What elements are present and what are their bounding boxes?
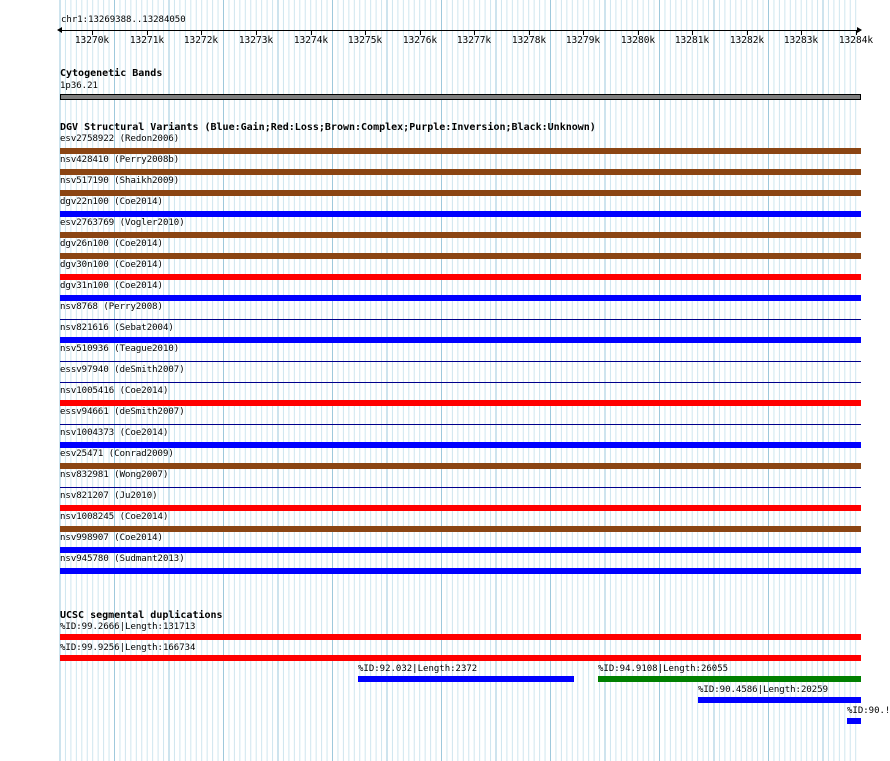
dgv-feature-label[interactable]: nsv945780 (Sudmant2013) xyxy=(60,554,185,564)
dgv-feature-label[interactable]: nsv428410 (Perry2008b) xyxy=(60,155,180,165)
dgv-feature-label[interactable]: dgv30n100 (Coe2014) xyxy=(60,260,163,270)
dgv-feature-bar[interactable] xyxy=(60,232,861,238)
segdup-feature-label[interactable]: %ID:90.! xyxy=(847,706,890,716)
ruler-left-arrow-icon xyxy=(57,27,62,33)
ruler-tick-label: 13271k xyxy=(129,35,165,46)
dgv-feature-label[interactable]: esv25471 (Conrad2009) xyxy=(60,449,174,459)
segdup-feature-label[interactable]: %ID:99.9256|Length:166734 xyxy=(60,643,196,653)
dgv-feature-label[interactable]: nsv510936 (Teague2010) xyxy=(60,344,180,354)
segdup-feature-bar[interactable] xyxy=(847,718,861,724)
segdup-feature-bar[interactable] xyxy=(358,676,574,682)
segdup-feature-label[interactable]: %ID:99.2666|Length:131713 xyxy=(60,622,196,632)
dgv-feature-bar[interactable] xyxy=(60,463,861,469)
dgv-feature-label[interactable]: dgv26n100 (Coe2014) xyxy=(60,239,163,249)
cytoband-bar[interactable] xyxy=(60,94,861,100)
segdup-feature-label[interactable]: %ID:90.4586|Length:20259 xyxy=(698,685,829,695)
dgv-feature-label[interactable]: nsv821616 (Sebat2004) xyxy=(60,323,174,333)
dgv-feature-line[interactable] xyxy=(60,382,861,383)
ruler-line xyxy=(60,30,859,31)
dgv-feature-bar[interactable] xyxy=(60,148,861,154)
position-label: chr1:13269388..13284050 xyxy=(61,15,186,25)
dgv-feature-bar[interactable] xyxy=(60,400,861,406)
ruler-tick-label: 13284k xyxy=(838,35,874,46)
segdup-feature-bar[interactable] xyxy=(598,676,861,682)
ruler-tick-label: 13279k xyxy=(565,35,601,46)
ruler-tick-label: 13283k xyxy=(783,35,819,46)
segdup-feature-bar[interactable] xyxy=(60,655,861,661)
cytoband-track-title[interactable]: Cytogenetic Bands xyxy=(60,68,163,79)
segdup-track-title[interactable]: UCSC segmental duplications xyxy=(60,610,223,621)
dgv-track-title[interactable]: DGV Structural Variants (Blue:Gain;Red:Loss;Brown:Complex;Purple:Inversion;Black:Unknown) xyxy=(60,122,596,133)
dgv-feature-label[interactable]: nsv821207 (Ju2010) xyxy=(60,491,158,501)
ruler-tick-label: 13272k xyxy=(183,35,219,46)
dgv-feature-label[interactable]: dgv22n100 (Coe2014) xyxy=(60,197,163,207)
dgv-feature-bar[interactable] xyxy=(60,337,861,343)
ruler-tick-label: 13273k xyxy=(238,35,274,46)
dgv-feature-label[interactable]: essv94661 (deSmith2007) xyxy=(60,407,185,417)
dgv-feature-bar[interactable] xyxy=(60,568,861,574)
dgv-feature-label[interactable]: nsv832981 (Wong2007) xyxy=(60,470,169,480)
ruler-tick-label: 13280k xyxy=(620,35,656,46)
dgv-feature-bar[interactable] xyxy=(60,505,861,511)
dgv-feature-bar[interactable] xyxy=(60,547,861,553)
dgv-feature-bar[interactable] xyxy=(60,274,861,280)
dgv-feature-label[interactable]: dgv31n100 (Coe2014) xyxy=(60,281,163,291)
ruler-right-arrow-icon xyxy=(857,27,862,33)
dgv-feature-line[interactable] xyxy=(60,361,861,362)
ruler-tick-label: 13278k xyxy=(511,35,547,46)
ruler-tick-label: 13277k xyxy=(456,35,492,46)
dgv-feature-label[interactable]: esv2763769 (Vogler2010) xyxy=(60,218,185,228)
dgv-feature-bar[interactable] xyxy=(60,211,861,217)
segdup-feature-label[interactable]: %ID:94.9108|Length:26055 xyxy=(598,664,729,674)
dgv-feature-label[interactable]: esv2758922 (Redon2006) xyxy=(60,134,180,144)
dgv-feature-bar[interactable] xyxy=(60,253,861,259)
dgv-feature-label[interactable]: nsv1008245 (Coe2014) xyxy=(60,512,169,522)
dgv-feature-bar[interactable] xyxy=(60,190,861,196)
dgv-feature-line[interactable] xyxy=(60,424,861,425)
ruler-tick-label: 13270k xyxy=(74,35,110,46)
segdup-feature-bar[interactable] xyxy=(698,697,861,703)
ruler-tick-label: 13276k xyxy=(402,35,438,46)
dgv-feature-label[interactable]: nsv8768 (Perry2008) xyxy=(60,302,163,312)
ruler-tick-label: 13282k xyxy=(729,35,765,46)
segdup-feature-label[interactable]: %ID:92.032|Length:2372 xyxy=(358,664,478,674)
dgv-feature-label[interactable]: nsv1005416 (Coe2014) xyxy=(60,386,169,396)
ruler-tick-label: 13275k xyxy=(347,35,383,46)
dgv-feature-line[interactable] xyxy=(60,319,861,320)
ruler-tick-label: 13281k xyxy=(674,35,710,46)
dgv-feature-bar[interactable] xyxy=(60,442,861,448)
dgv-feature-bar[interactable] xyxy=(60,295,861,301)
dgv-feature-label[interactable]: nsv998907 (Coe2014) xyxy=(60,533,163,543)
ruler-tick-label: 13274k xyxy=(293,35,329,46)
cytoband-label: 1p36.21 xyxy=(60,81,98,91)
dgv-feature-label[interactable]: nsv517190 (Shaikh2009) xyxy=(60,176,180,186)
dgv-feature-line[interactable] xyxy=(60,487,861,488)
dgv-feature-label[interactable]: essv97940 (deSmith2007) xyxy=(60,365,185,375)
segdup-feature-bar[interactable] xyxy=(60,634,861,640)
dgv-feature-bar[interactable] xyxy=(60,526,861,532)
dgv-feature-bar[interactable] xyxy=(60,169,861,175)
dgv-feature-label[interactable]: nsv1004373 (Coe2014) xyxy=(60,428,169,438)
